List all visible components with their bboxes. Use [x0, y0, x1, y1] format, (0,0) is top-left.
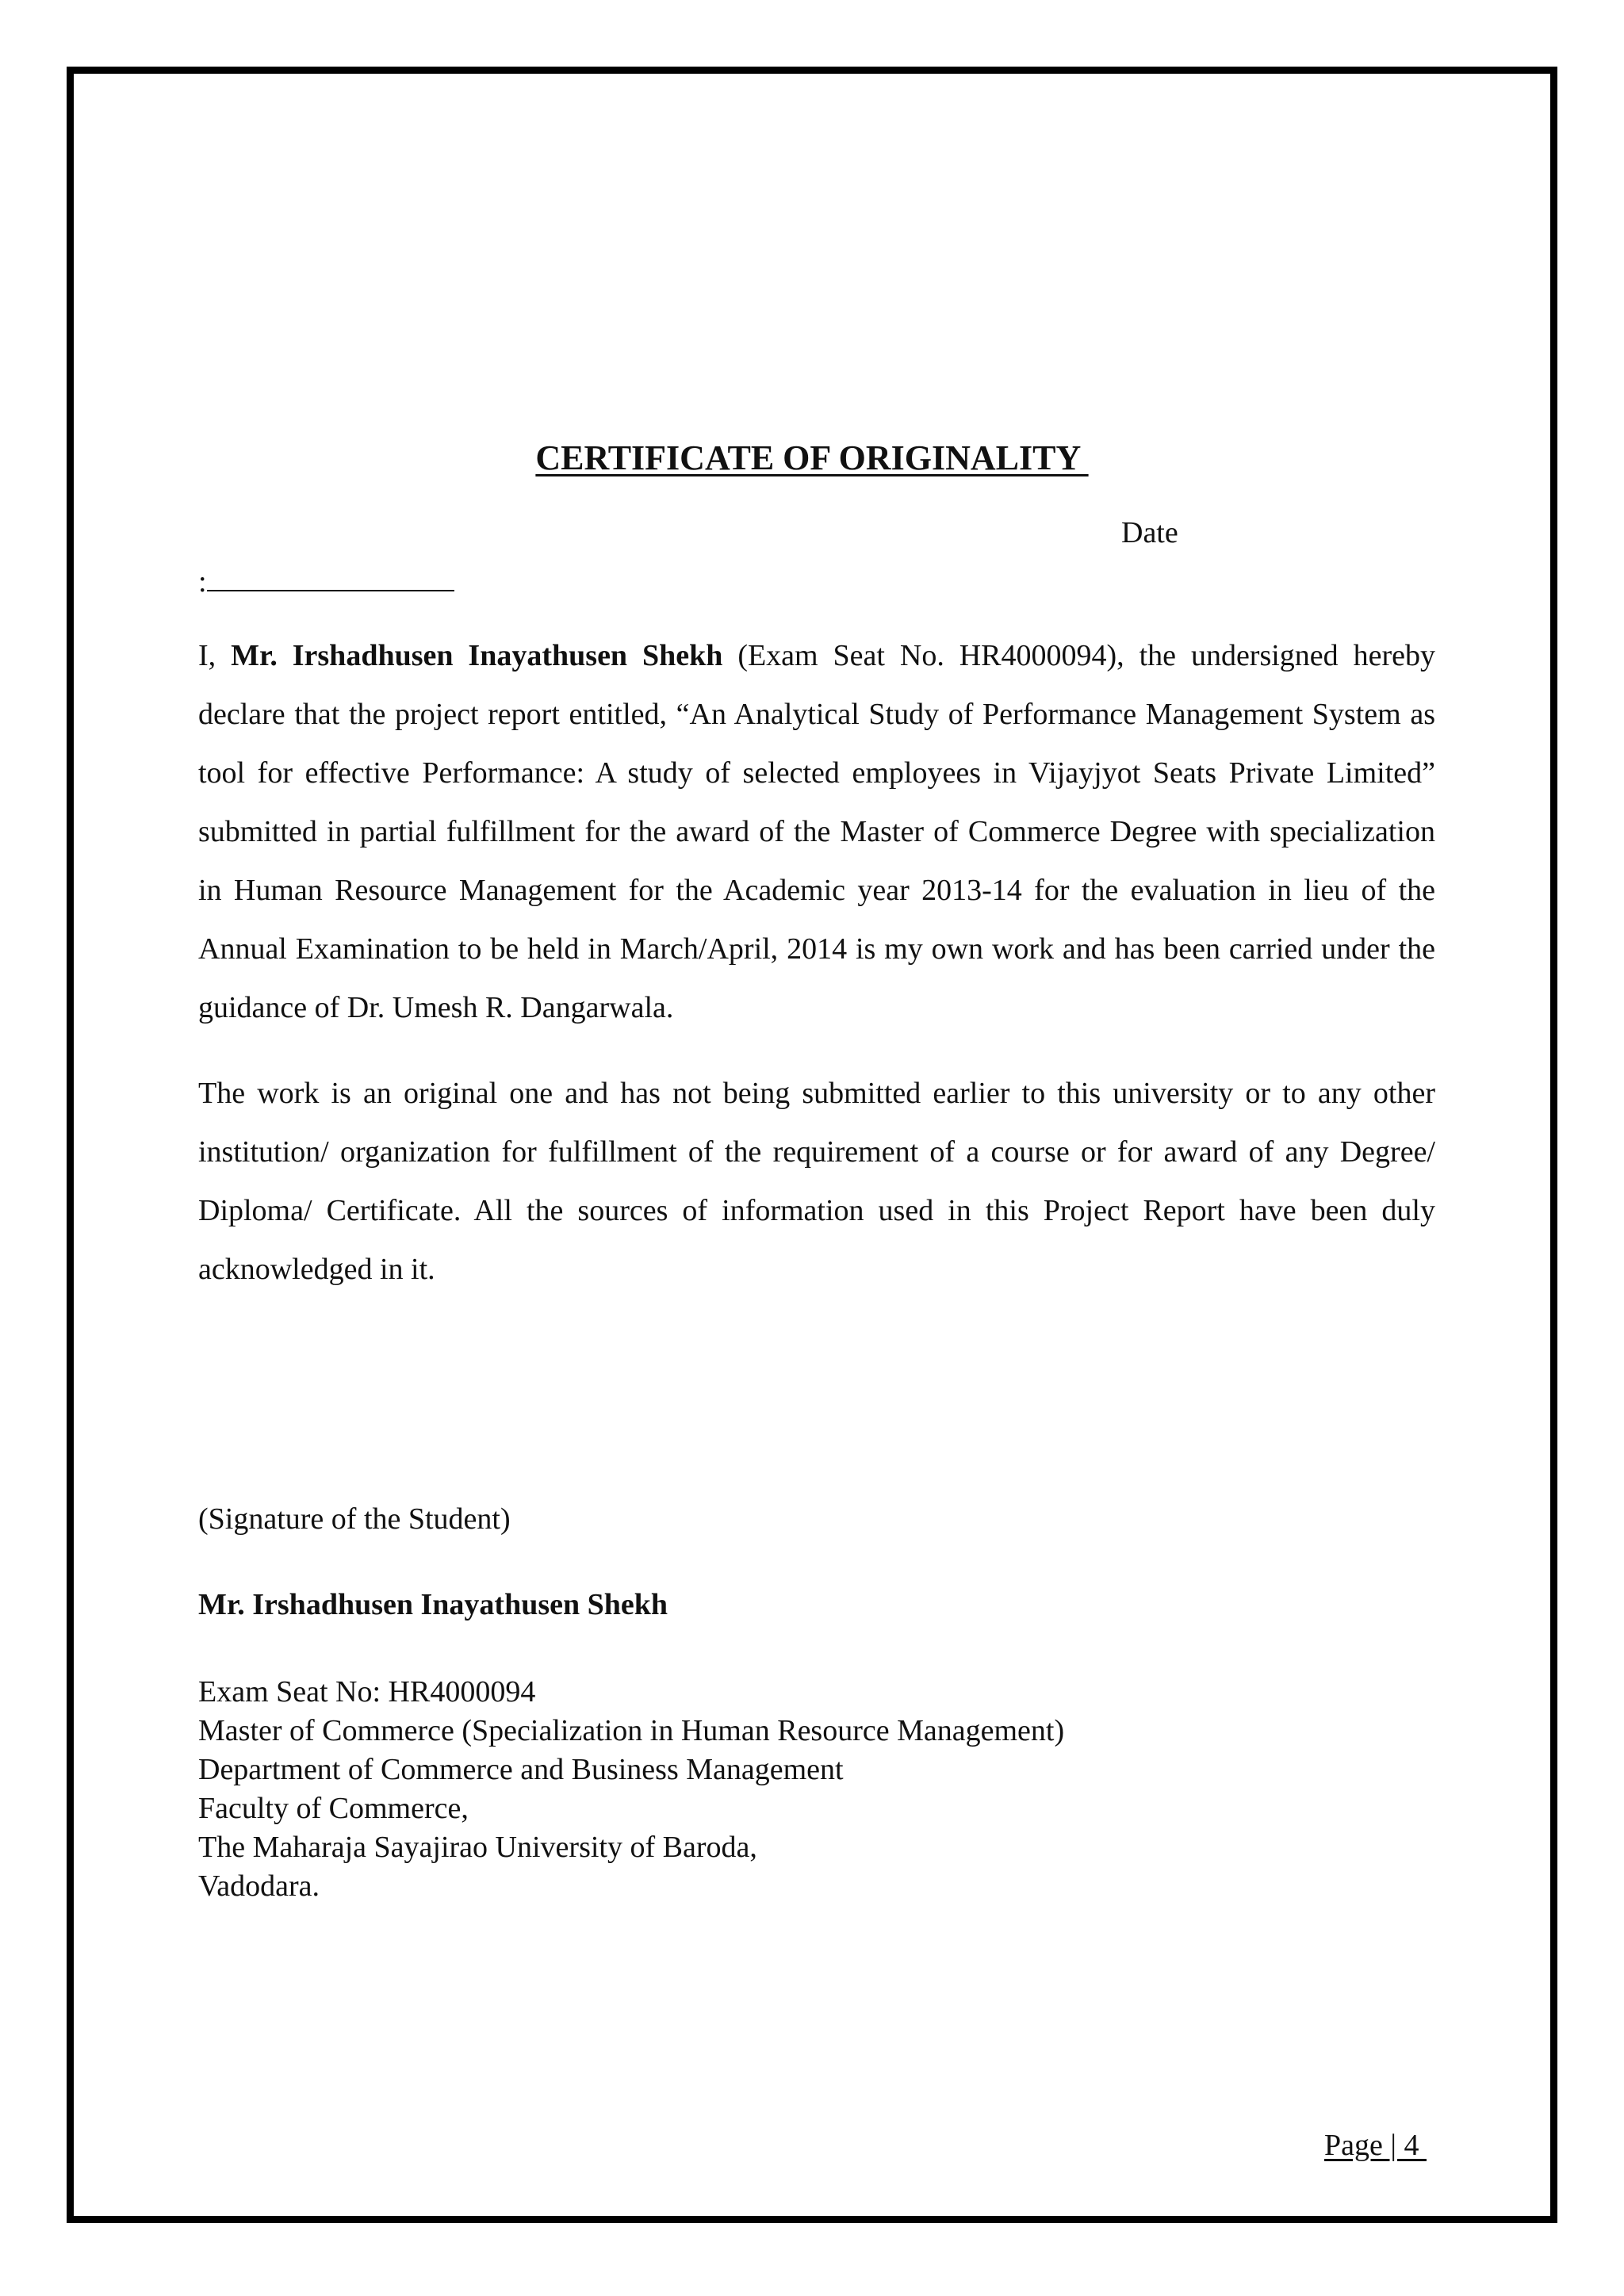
- document-title: CERTIFICATE OF ORIGINALITY: [535, 438, 1089, 477]
- date-blank-line: [207, 566, 454, 591]
- declaration-paragraph: [198, 626, 1435, 1037]
- originality-paragraph: The work is an original one and has not being submitted earlier to this university or to any other institution/ organization for fulfillment of the requirement of a course or for award of any Degree/ Diploma/ Certificate. All the sources of information used in this Project Report have been duly acknowledged in it.: [198, 1077, 1435, 1286]
- detail-exam-seat: Exam Seat No: HR4000094: [198, 1675, 536, 1709]
- signature-name: Mr. Irshadhusen Inayathusen Shekh: [198, 1588, 668, 1621]
- detail-degree: Master of Commerce (Specialization in Human Resource Management): [198, 1714, 1065, 1747]
- declaration-text: (Exam Seat No. HR4000094), the undersigned hereby declare that the project report entitled, “An Analytical Study of Performance Management System as tool for effective Performance: A study of selected employees in Vijayjyot Seats Private Limited” submitted in partial fulfillment for the award of the Master of Commerce Degree with specialization in Human Resource Management for the Academic year 2013-14 for the evaluation in lieu of the Annual Examination to be held in March/April, 2014 is my own work and has been carried under the guidance of Dr. Umesh R. Dangarwala.: [198, 639, 1435, 1024]
- signature-label: (Signature of the Student): [198, 1502, 511, 1536]
- date-label: Date: [1121, 516, 1178, 549]
- page-number: Page | 4: [1324, 2129, 1427, 2162]
- declaration-lead: I,: [198, 639, 232, 672]
- date-prefix: :: [198, 565, 207, 599]
- detail-department: Department of Commerce and Business Management: [198, 1753, 844, 1786]
- date-field: [198, 564, 454, 599]
- detail-city: Vadodara.: [198, 1869, 320, 1903]
- student-details: [198, 1673, 1064, 1906]
- detail-faculty: Faculty of Commerce,: [198, 1792, 469, 1825]
- detail-university: The Maharaja Sayajirao University of Baroda,: [198, 1831, 757, 1864]
- student-name-inline: Mr. Irshadhusen Inayathusen Shekh: [231, 639, 723, 672]
